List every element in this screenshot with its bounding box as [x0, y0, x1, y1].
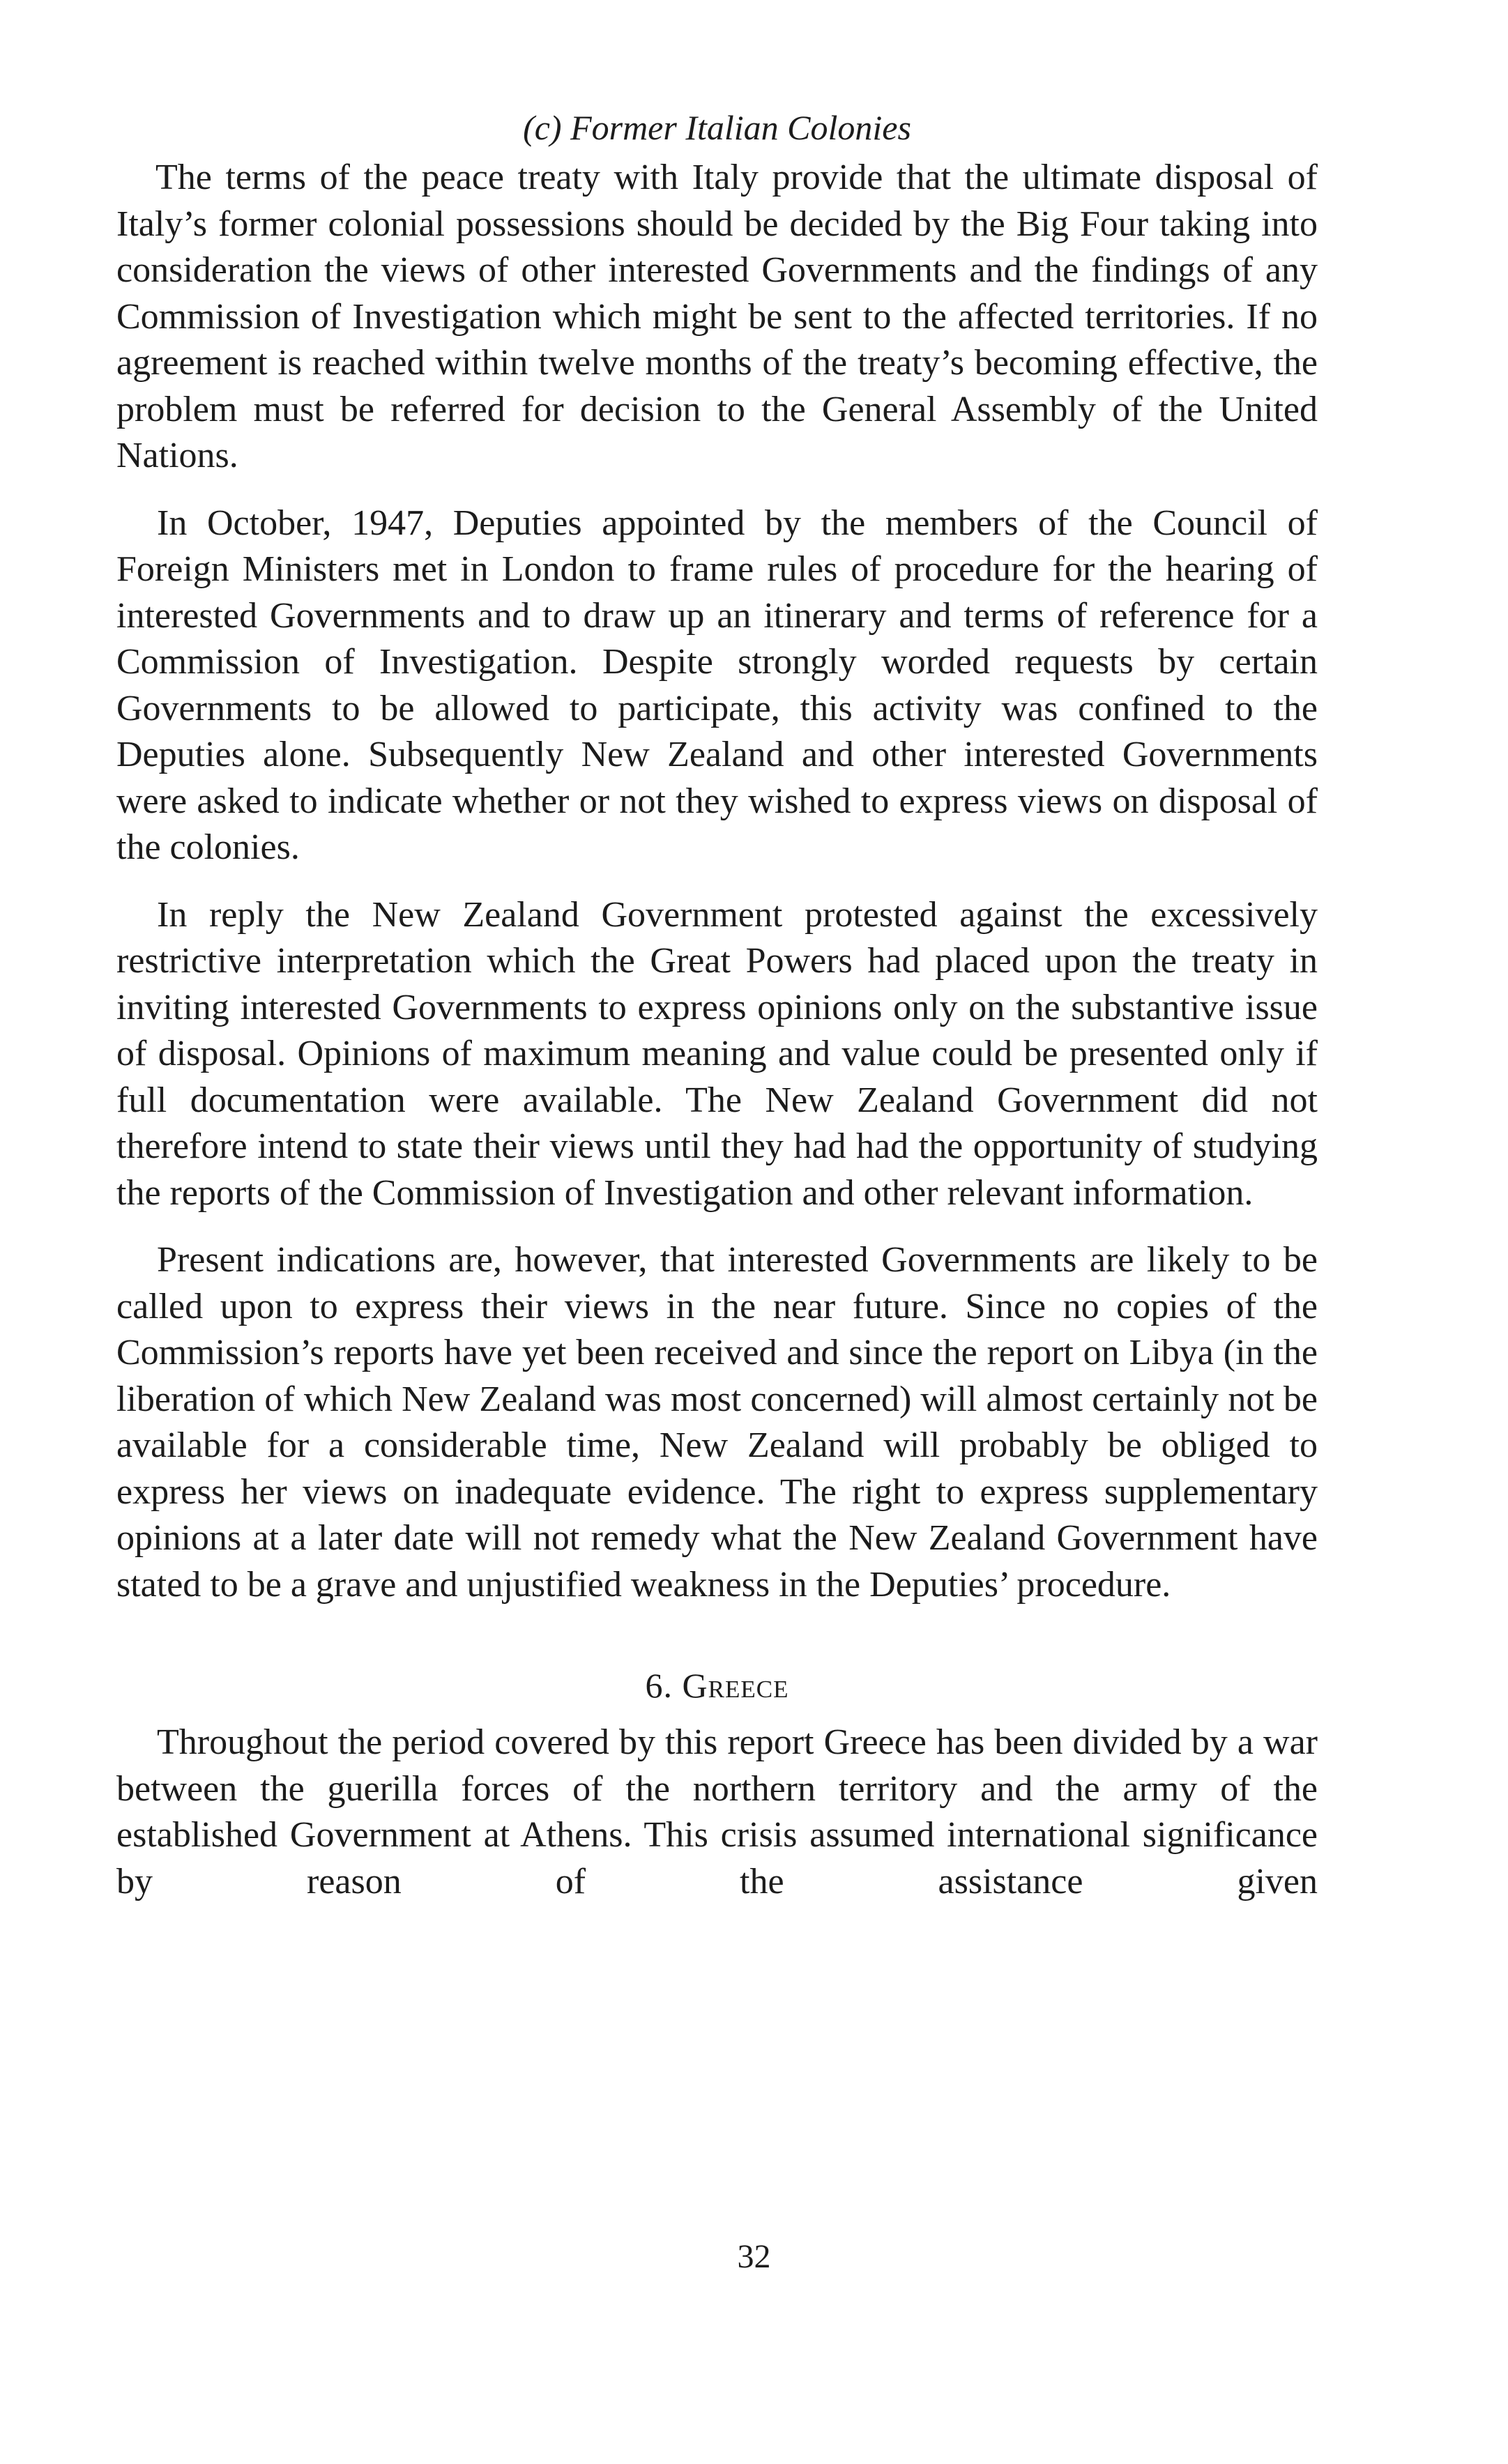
document-page: [116, 105, 1318, 1926]
section-c-label: (c): [523, 108, 562, 147]
section-6-title: Greece: [682, 1666, 789, 1705]
paragraph-3: In reply the New Zealand Government protested against the excessively restrictive interpretation which the Great Powers had placed upon the treaty in inviting interested Governments to express opinions only on the substantive issue of disposal. Opinions of maximum meaning and value could be presented only if full documentation were available. The New Zealand Government did not therefore intend to state their views until they had had the opportunity of studying the reports of the Commission of Investigation and other relevant information.: [116, 894, 1318, 1213]
section-6-heading: [116, 1662, 1318, 1708]
paragraph-2: In October, 1947, Deputies appointed by the members of the Council of Foreign Ministers met in London to frame rules of procedure for the hearing of interested Governments and to draw up an itinerary and terms of reference for a Commission of Investigation. Despite strongly worded requests by certain Governments to be allowed to participate, this activity was confined to the Deputies alone. Subsequently New Zealand and other interested Governments were asked to indicate whether or not they wished to express views on disposal of the colonies.: [116, 503, 1318, 867]
paragraph-1: The terms of the peace treaty with Italy provide that the ultimate disposal of Italy’s former colonial possessions should be decided by the Big Four taking into consideration the views of other interested Governments and the findings of any Commission of Investigation which might be sent to the affected territories. If no agreement is reached within twelve months of the treaty’s becoming effective, the problem must be referred for decision to the General Assembly of the United Nations.: [116, 158, 1318, 475]
section-c-heading: [116, 105, 1318, 151]
section-c-title: Former Italian Colonies: [570, 108, 911, 147]
page-number: 32: [737, 2238, 771, 2275]
section-6-number: 6.: [645, 1666, 673, 1705]
paragraph-4: Present indications are, however, that interested Governments are likely to be called upon to express their views in the near future. Since no copies of the Commission’s reports have yet been received and since the report on Libya (in the liberation of which New Zealand was most concerned) will almost certainly not be available for a considerable time, New Zealand will probably be obliged to express her views on inadequate evidence. The right to express supplementary opinions at a later date will not remedy what the New Zealand Government have stated to be a grave and unjustified weakness in the Deputies’ procedure.: [116, 1240, 1318, 1605]
paragraph-5: Throughout the period covered by this report Greece has been divided by a war between the guerilla forces of the northern territory and the army of the established Government at Athens. This crisis assumed international significance by reason of the assistance given: [116, 1722, 1318, 1901]
